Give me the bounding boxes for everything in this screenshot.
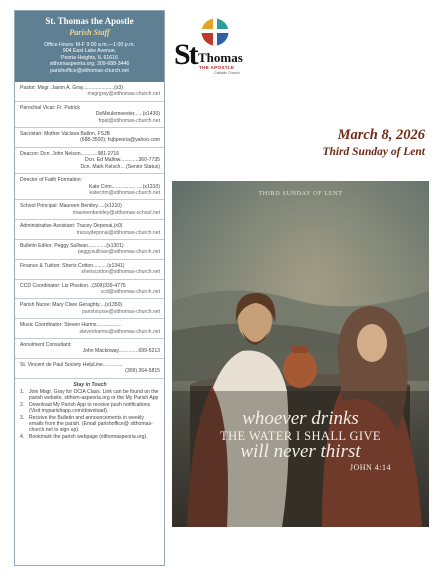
faith-line: Director of Faith Formation:	[20, 177, 82, 184]
faith-email[interactable]: katecrim@stthomas-church.net	[89, 189, 160, 196]
logo-catholic-church: Catholic Church	[214, 71, 240, 75]
music-line: Music Coordinator: Steven Harms..................	[20, 322, 122, 329]
finance-email[interactable]: sheriscotton@stthomas-church.net	[81, 269, 160, 276]
school-line: School Principal: Maureen Bentley.....(x1210)	[20, 203, 122, 210]
cover-illustration	[172, 181, 429, 527]
staff-nurse	[15, 299, 164, 319]
stay-item-text: Download My Parish App to receive push notifications (Visit myparishapp.com/download).	[29, 401, 151, 415]
staff-finance	[15, 260, 164, 280]
stay-item-number: 1.	[20, 389, 25, 396]
stay-item-number: 4.	[20, 433, 25, 440]
svdp-phone: (309) 264-5815	[125, 368, 160, 375]
quote-line-2: THE WATER I SHALL GIVE	[220, 429, 381, 443]
parish-contact-info	[17, 42, 162, 74]
parish-staff-panel	[14, 10, 165, 566]
admin-email[interactable]: traceydeponai@stthomas-church.net	[76, 229, 160, 236]
deacon-line-2: Dcn. Ed Mallow.............360-7735	[84, 157, 160, 164]
vicar-name: DeMeulemeester......(x1430)	[95, 111, 160, 118]
annulment-line: Annulment Consultant:	[20, 342, 72, 348]
stay-item	[20, 415, 160, 434]
logo-thomas: Thomas	[198, 50, 243, 65]
staff-heading: Parish Staff	[69, 28, 110, 37]
deacon-line-1: Deacon: Dcn. John Nelson............981-2716	[20, 150, 120, 157]
office-email[interactable]: parishoffice@stthomas-church.net	[50, 67, 129, 74]
water-jar	[283, 350, 317, 388]
logo-cross-circle-icon	[201, 18, 229, 46]
deacon-line-3: Dcn. Mark Kelsch... (Senior Status)	[80, 163, 160, 170]
nurse-line: Parish Nurse: Mary Clare Geraghty....(x1350)	[20, 302, 123, 309]
bulletin-date: March 8, 2026	[337, 127, 425, 143]
staff-school	[15, 200, 164, 220]
cover-title: THIRD SUNDAY OF LENT	[258, 190, 343, 197]
logo-quadrant-bottom-right	[215, 32, 229, 46]
staff-faith-formation	[15, 174, 164, 200]
finance-line: Finance & Tuition: Sheris Cotton..........(x1341)	[20, 262, 125, 269]
ccd-email[interactable]: ccd@stthomas-church.net	[100, 288, 160, 295]
staff-vicar	[15, 102, 164, 128]
stay-item-number: 2.	[20, 401, 25, 408]
pastor-line: Pastor: Msgr. Jason A. Gray......................(x3)	[20, 85, 123, 92]
staff-pastor	[15, 82, 164, 102]
address-line-2: Peoria Heights, IL 61616	[61, 54, 118, 61]
woman-head	[357, 324, 387, 362]
logo-the-apostle: THE APOSTLE	[199, 65, 235, 70]
staff-bulletin	[15, 240, 164, 260]
staff-admin	[15, 220, 164, 240]
admin-line: Administrative Assistant: Tracey Deponai,(x0)	[20, 223, 123, 230]
stay-in-touch	[15, 379, 164, 444]
nurse-email[interactable]: parishnurse@stthomas-church.net	[82, 308, 160, 315]
stay-item	[20, 434, 160, 440]
sacristan-contact[interactable]: (688-3500); fsjbpeoria@yahoo.com	[80, 137, 160, 144]
vicar-email[interactable]: frpat@stthomas-church.net	[98, 117, 160, 124]
stay-item-text: Bookmark the parish webpage (stthomaspeoria.org).	[29, 433, 148, 440]
staff-svdp	[15, 359, 164, 379]
liturgical-day: Third Sunday of Lent	[322, 146, 425, 158]
staff-music	[15, 319, 164, 339]
stay-item	[20, 402, 160, 415]
logo-quadrant-bottom-left	[201, 32, 215, 46]
staff-deacons	[15, 148, 164, 174]
ccd-line: CCD Coordinator: Liz Ploskon...(309)339-4775	[20, 282, 126, 289]
staff-ccd	[15, 280, 164, 300]
annulment-name: John Mackoway..............699-5213	[82, 348, 160, 355]
scripture-reference: JOHN 4:14	[349, 463, 391, 472]
woman-at-well-painting	[172, 181, 429, 527]
faith-name: Kate Crim................. ....(x1310)	[88, 183, 160, 190]
staff-header	[15, 11, 164, 82]
stay-item-text: Join Msgr. Gray for OCIA Class. Link can be found on the parish website, stthom-aspeoria.org or the My Parish App	[29, 389, 159, 402]
parish-logo	[174, 18, 264, 76]
website-phone[interactable]: stthomaspeoria.org; 309-688-3446	[49, 61, 130, 68]
stay-item-text: Receive the Bulletin and announcements in weekly emails from the parish. (Email parishoffice@ stthomas-church.net to sign up).	[29, 414, 153, 434]
sacristan-line: Sacristan: Mother Vaclava Ballon, FSJB	[20, 131, 110, 138]
pastor-email[interactable]: msgrgray@stthomas-church.net	[87, 91, 160, 98]
vicar-line: Parochial Vicar: Fr. Patrick	[20, 104, 80, 111]
svdp-line: St. Vincent de Paul Society HelpLine..............	[20, 361, 123, 368]
bulletin-email[interactable]: peggysullivan@stthomas-church.net	[77, 249, 160, 256]
quote-line-1: whoever drinks	[242, 408, 359, 429]
staff-annulment	[15, 339, 164, 359]
school-email[interactable]: maureenbentley@stthomas-school.net	[72, 209, 160, 216]
logo-st: St	[174, 38, 197, 71]
stay-item-number: 3.	[20, 414, 25, 421]
parish-name: St. Thomas the Apostle	[45, 16, 134, 26]
bulletin-line: Bulletin Editor: Peggy Sullivan.............(x1301)	[20, 242, 124, 249]
staff-sacristan	[15, 128, 164, 148]
music-email[interactable]: stevenharms@stthomas-church.net	[79, 328, 160, 335]
quote-line-3: will never thirst	[240, 441, 361, 462]
stay-in-touch-title: Stay in Touch	[73, 381, 107, 388]
address-line-1: 904 East Lake Avenue,	[62, 48, 117, 55]
office-hours: Office Hours: M-F 9:00 a.m.—1:00 p.m.	[44, 42, 135, 48]
bulletin-date-block	[195, 126, 425, 160]
stay-item	[20, 389, 160, 402]
